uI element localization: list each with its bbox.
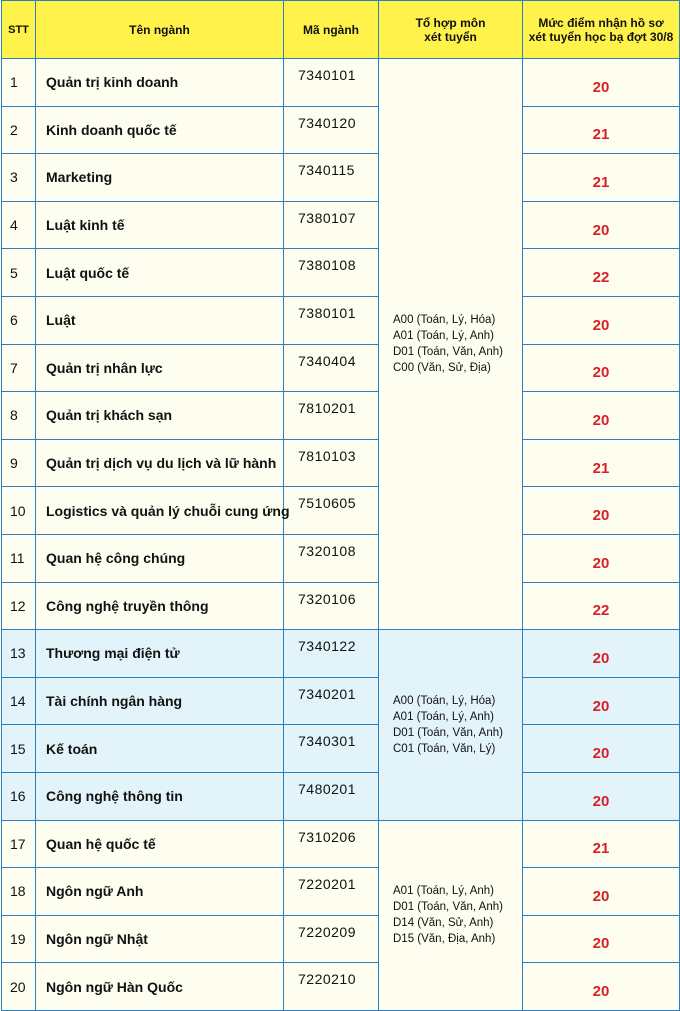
table-row xyxy=(2,772,680,820)
row-stt: 12 xyxy=(2,582,36,630)
subject-combination: A01 (Toán, Lý, Anh) xyxy=(393,710,495,723)
table-row xyxy=(2,106,680,154)
row-score: 21 xyxy=(523,439,680,487)
row-score: 20 xyxy=(523,534,680,582)
row-stt: 1 xyxy=(2,59,36,107)
admission-table xyxy=(1,0,680,1011)
header-stt: STT xyxy=(2,1,36,59)
row-major-code: 7310206 xyxy=(284,820,379,868)
row-stt: 18 xyxy=(2,868,36,916)
row-major-code: 7480201 xyxy=(284,772,379,820)
table-row xyxy=(2,582,680,630)
row-score: 20 xyxy=(523,630,680,678)
row-score: 20 xyxy=(523,344,680,392)
subject-combination: A00 (Toán, Lý, Hóa) xyxy=(393,694,496,707)
row-major-code: 7380101 xyxy=(284,296,379,344)
table-row xyxy=(2,201,680,249)
row-score: 20 xyxy=(523,201,680,249)
row-major-code: 7380108 xyxy=(284,249,379,297)
row-major-name: Ngôn ngữ Anh xyxy=(36,868,284,916)
row-stt: 19 xyxy=(2,915,36,963)
row-major-name: Quản trị kinh doanh xyxy=(36,59,284,107)
row-score: 20 xyxy=(523,915,680,963)
row-stt: 15 xyxy=(2,725,36,773)
row-stt: 17 xyxy=(2,820,36,868)
row-score: 20 xyxy=(523,725,680,773)
table-row xyxy=(2,677,680,725)
row-score: 21 xyxy=(523,820,680,868)
table-body xyxy=(2,59,680,1011)
row-major-name: Quản trị khách sạn xyxy=(36,392,284,440)
row-stt: 16 xyxy=(2,772,36,820)
row-stt: 5 xyxy=(2,249,36,297)
row-major-name: Luật quốc tế xyxy=(36,249,284,297)
table-row xyxy=(2,534,680,582)
subject-combination: D15 (Văn, Địa, Anh) xyxy=(393,933,496,946)
row-major-name: Ngôn ngữ Hàn Quốc xyxy=(36,963,284,1011)
table-row xyxy=(2,439,680,487)
header-score-line1: Mức điểm nhận hồ sơ xyxy=(538,15,664,30)
row-score: 20 xyxy=(523,677,680,725)
row-stt: 9 xyxy=(2,439,36,487)
subject-combination-cell xyxy=(379,59,523,630)
header-code: Mã ngành xyxy=(284,1,379,59)
table-row xyxy=(2,725,680,773)
table-row xyxy=(2,296,680,344)
row-major-code: 7810103 xyxy=(284,439,379,487)
row-stt: 20 xyxy=(2,963,36,1011)
subject-combination-cell xyxy=(379,820,523,1010)
subject-combination: C00 (Văn, Sử, Địa) xyxy=(393,362,491,375)
row-stt: 8 xyxy=(2,392,36,440)
row-stt: 6 xyxy=(2,296,36,344)
table-row xyxy=(2,392,680,440)
table-row xyxy=(2,344,680,392)
header-combo-line2: xét tuyển xyxy=(424,29,477,44)
table-row xyxy=(2,630,680,678)
row-major-code: 7220209 xyxy=(284,915,379,963)
row-stt: 14 xyxy=(2,677,36,725)
row-major-name: Quan hệ quốc tế xyxy=(36,820,284,868)
row-score: 20 xyxy=(523,487,680,535)
row-score: 20 xyxy=(523,392,680,440)
row-major-code: 7340120 xyxy=(284,106,379,154)
header-score-line2: xét tuyển học bạ đợt 30/8 xyxy=(528,29,674,44)
row-major-code: 7340301 xyxy=(284,725,379,773)
row-stt: 2 xyxy=(2,106,36,154)
table-row xyxy=(2,487,680,535)
row-major-code: 7320106 xyxy=(284,582,379,630)
table-row xyxy=(2,59,680,107)
row-score: 22 xyxy=(523,582,680,630)
subject-combination: A00 (Toán, Lý, Hóa) xyxy=(393,314,496,327)
row-major-name: Công nghệ thông tin xyxy=(36,772,284,820)
subject-combination: D01 (Toán, Văn, Anh) xyxy=(393,346,503,359)
row-stt: 11 xyxy=(2,534,36,582)
table-row xyxy=(2,868,680,916)
row-major-name: Luật xyxy=(36,296,284,344)
table-header-row xyxy=(2,1,680,59)
row-major-code: 7340122 xyxy=(284,630,379,678)
row-score: 20 xyxy=(523,772,680,820)
header-name: Tên ngành xyxy=(36,1,284,59)
row-major-code: 7810201 xyxy=(284,392,379,440)
row-major-name: Quản trị dịch vụ du lịch và lữ hành xyxy=(36,439,284,487)
subject-combination-cell xyxy=(379,630,523,820)
row-major-code: 7320108 xyxy=(284,534,379,582)
row-major-name: Kinh doanh quốc tế xyxy=(36,106,284,154)
subject-combination: D01 (Toán, Văn, Anh) xyxy=(393,726,503,739)
table-row xyxy=(2,915,680,963)
table-row xyxy=(2,963,680,1011)
subject-combination: A01 (Toán, Lý, Anh) xyxy=(393,330,495,343)
row-major-name: Logistics và quản lý chuỗi cung ứng xyxy=(36,487,284,535)
row-score: 20 xyxy=(523,868,680,916)
row-score: 21 xyxy=(523,154,680,202)
row-score: 22 xyxy=(523,249,680,297)
subject-combination: D01 (Toán, Văn, Anh) xyxy=(393,901,503,914)
row-stt: 10 xyxy=(2,487,36,535)
row-stt: 3 xyxy=(2,154,36,202)
row-stt: 4 xyxy=(2,201,36,249)
subject-combination: C01 (Toán, Văn, Lý) xyxy=(393,742,496,755)
table-row xyxy=(2,249,680,297)
table-row xyxy=(2,154,680,202)
row-score: 20 xyxy=(523,59,680,107)
row-score: 20 xyxy=(523,963,680,1011)
row-major-name: Công nghệ truyền thông xyxy=(36,582,284,630)
row-major-name: Ngôn ngữ Nhật xyxy=(36,915,284,963)
row-major-code: 7220201 xyxy=(284,868,379,916)
row-major-name: Marketing xyxy=(36,154,284,202)
table-row xyxy=(2,820,680,868)
row-major-name: Luật kinh tế xyxy=(36,201,284,249)
row-major-name: Kế toán xyxy=(36,725,284,773)
row-major-name: Quan hệ công chúng xyxy=(36,534,284,582)
subject-combination: A01 (Toán, Lý, Anh) xyxy=(393,885,495,898)
row-major-code: 7340115 xyxy=(284,154,379,202)
row-major-code: 7340101 xyxy=(284,59,379,107)
subject-combination: D14 (Văn, Sử, Anh) xyxy=(393,917,494,930)
row-major-code: 7340201 xyxy=(284,677,379,725)
row-stt: 13 xyxy=(2,630,36,678)
row-score: 20 xyxy=(523,296,680,344)
row-major-code: 7220210 xyxy=(284,963,379,1011)
row-major-code: 7510605 xyxy=(284,487,379,535)
row-major-code: 7380107 xyxy=(284,201,379,249)
row-major-code: 7340404 xyxy=(284,344,379,392)
header-combo xyxy=(379,1,523,59)
row-score: 21 xyxy=(523,106,680,154)
row-major-name: Quản trị nhân lực xyxy=(36,344,284,392)
row-major-name: Tài chính ngân hàng xyxy=(36,677,284,725)
header-score xyxy=(523,1,680,59)
header-combo-line1: Tổ hợp môn xyxy=(415,15,486,30)
row-major-name: Thương mại điện tử xyxy=(36,630,284,678)
row-stt: 7 xyxy=(2,344,36,392)
